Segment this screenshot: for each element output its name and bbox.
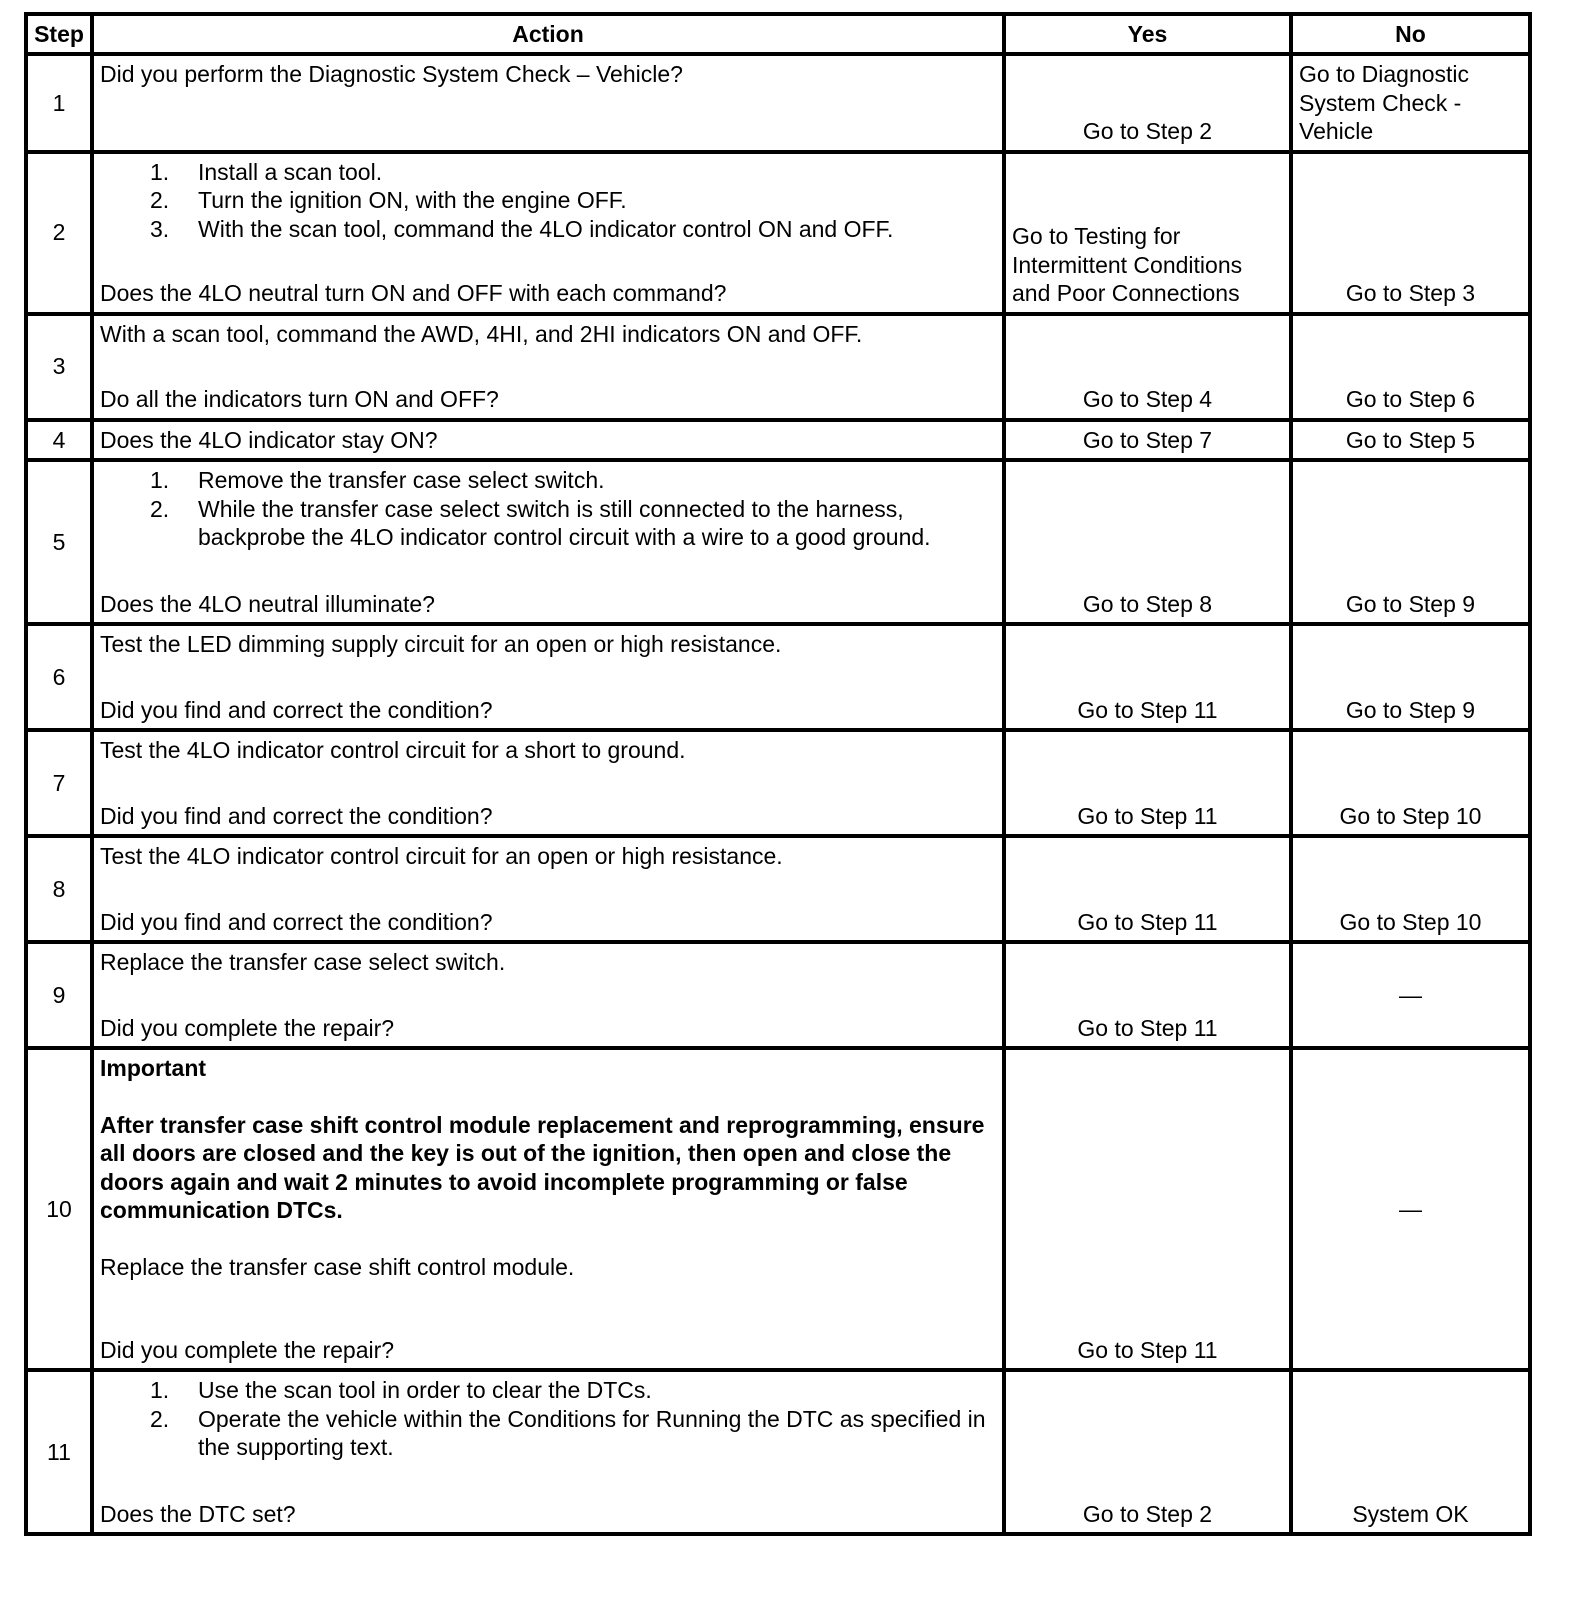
- yes-result: Go to Step 7: [1004, 420, 1291, 461]
- step-number: 2: [26, 152, 92, 314]
- diagnostic-table: [24, 12, 1532, 1536]
- yes-result: Go to Step 2: [1004, 54, 1291, 152]
- table-row: [26, 152, 1530, 314]
- step-number: 7: [26, 730, 92, 836]
- no-result: Go to Step 5: [1291, 420, 1530, 461]
- action-text: Test the 4LO indicator control circuit for an open or high resistance.: [100, 843, 783, 869]
- table-row: [26, 730, 1530, 836]
- action-question: Does the 4LO neutral illuminate?: [100, 590, 435, 617]
- action-cell: [92, 460, 1004, 624]
- yes-result: Go to Step 11: [1004, 1048, 1291, 1370]
- header-yes: Yes: [1004, 14, 1291, 54]
- action-question: Did you complete the repair?: [100, 1014, 395, 1041]
- table-row: [26, 314, 1530, 420]
- action-text: Test the LED dimming supply circuit for an open or high resistance.: [100, 631, 782, 657]
- yes-result: Go to Step 2: [1004, 1370, 1291, 1534]
- yes-result: Go to Step 11: [1004, 942, 1291, 1048]
- action-cell: [92, 1370, 1004, 1534]
- action-text: Replace the transfer case select switch.: [100, 949, 506, 975]
- yes-result: Go to Step 11: [1004, 624, 1291, 730]
- action-question: Did you find and correct the condition?: [100, 908, 493, 935]
- yes-result: Go to Testing for Intermittent Conditions and Poor Connections: [1004, 152, 1291, 314]
- step-number: 3: [26, 314, 92, 420]
- no-result: System OK: [1291, 1370, 1530, 1534]
- step-number: 10: [26, 1048, 92, 1370]
- no-result: Go to Diagnostic System Check - Vehicle: [1291, 54, 1530, 152]
- action-text: Test the 4LO indicator control circuit for a short to ground.: [100, 737, 686, 763]
- table-row: [26, 836, 1530, 942]
- step-number: 5: [26, 460, 92, 624]
- action-list: [100, 466, 996, 552]
- step-number: 8: [26, 836, 92, 942]
- diagnostic-document: [24, 12, 1528, 1536]
- table-row: [26, 420, 1530, 461]
- action-question: Did you complete the repair?: [100, 1336, 395, 1363]
- action-text: Does the 4LO indicator stay ON?: [92, 420, 1004, 461]
- list-item: 2. While the transfer case select switch is still connected to the harness, backprobe the 4LO indicator control circuit with a wire to a good ground.: [150, 495, 931, 550]
- table-row: [26, 460, 1530, 624]
- yes-result: Go to Step 8: [1004, 460, 1291, 624]
- action-list: [100, 1376, 996, 1462]
- no-result: —: [1291, 1048, 1530, 1370]
- step-number: 9: [26, 942, 92, 1048]
- table-row: [26, 54, 1530, 152]
- no-result: Go to Step 9: [1291, 624, 1530, 730]
- no-result: Go to Step 9: [1291, 460, 1530, 624]
- header-no: No: [1291, 14, 1530, 54]
- action-question: Does the DTC set?: [100, 1500, 296, 1527]
- action-cell: [92, 942, 1004, 1048]
- table-row: [26, 942, 1530, 1048]
- step-number: 1: [26, 54, 92, 152]
- header-row: [26, 14, 1530, 54]
- step-number: 6: [26, 624, 92, 730]
- header-action: Action: [92, 14, 1004, 54]
- action-text: Did you perform the Diagnostic System Check – Vehicle?: [92, 54, 1004, 152]
- step-number: 4: [26, 420, 92, 461]
- list-item: 1. Install a scan tool.: [150, 158, 383, 185]
- action-cell: [92, 314, 1004, 420]
- yes-result: Go to Step 11: [1004, 836, 1291, 942]
- action-cell: [92, 624, 1004, 730]
- important-text: After transfer case shift control module replacement and reprogramming, ensure all doors are closed and the key is out of the ignition, then open and close the doors again and wait 2 minutes to avoid incomplete programming or false communication DTCs.: [100, 1111, 985, 1223]
- yes-result: Go to Step 11: [1004, 730, 1291, 836]
- list-item: 3. With the scan tool, command the 4LO indicator control ON and OFF.: [150, 215, 894, 242]
- no-result: Go to Step 10: [1291, 836, 1530, 942]
- action-question: Do all the indicators turn ON and OFF?: [100, 386, 499, 412]
- no-result: Go to Step 6: [1291, 314, 1530, 420]
- action-question: Did you find and correct the condition?: [100, 802, 493, 829]
- yes-result: Go to Step 4: [1004, 314, 1291, 420]
- action-list: [100, 158, 996, 244]
- important-title: Important: [100, 1055, 207, 1081]
- table-row: [26, 1370, 1530, 1534]
- action-question: Does the 4LO neutral turn ON and OFF with each command?: [100, 280, 727, 306]
- list-item: 2. Operate the vehicle within the Conditions for Running the DTC as specified in the supporting text.: [150, 1405, 986, 1460]
- action-cell: [92, 836, 1004, 942]
- action-cell: [92, 1048, 1004, 1370]
- no-result: Go to Step 3: [1291, 152, 1530, 314]
- action-cell: [92, 152, 1004, 314]
- action-question: Did you find and correct the condition?: [100, 696, 493, 723]
- no-result: Go to Step 10: [1291, 730, 1530, 836]
- list-item: 1. Remove the transfer case select switch.: [150, 467, 605, 493]
- table-row: [26, 624, 1530, 730]
- action-text: With a scan tool, command the AWD, 4HI, and 2HI indicators ON and OFF.: [100, 320, 863, 347]
- table-row: [26, 1048, 1530, 1370]
- no-result: —: [1291, 942, 1530, 1048]
- action-text: Replace the transfer case shift control module.: [100, 1253, 575, 1280]
- list-item: 2. Turn the ignition ON, with the engine OFF.: [150, 187, 627, 213]
- step-number: 11: [26, 1370, 92, 1534]
- action-cell: [92, 730, 1004, 836]
- list-item: 1. Use the scan tool in order to clear the DTCs.: [150, 1377, 652, 1403]
- header-step: Step: [26, 14, 92, 54]
